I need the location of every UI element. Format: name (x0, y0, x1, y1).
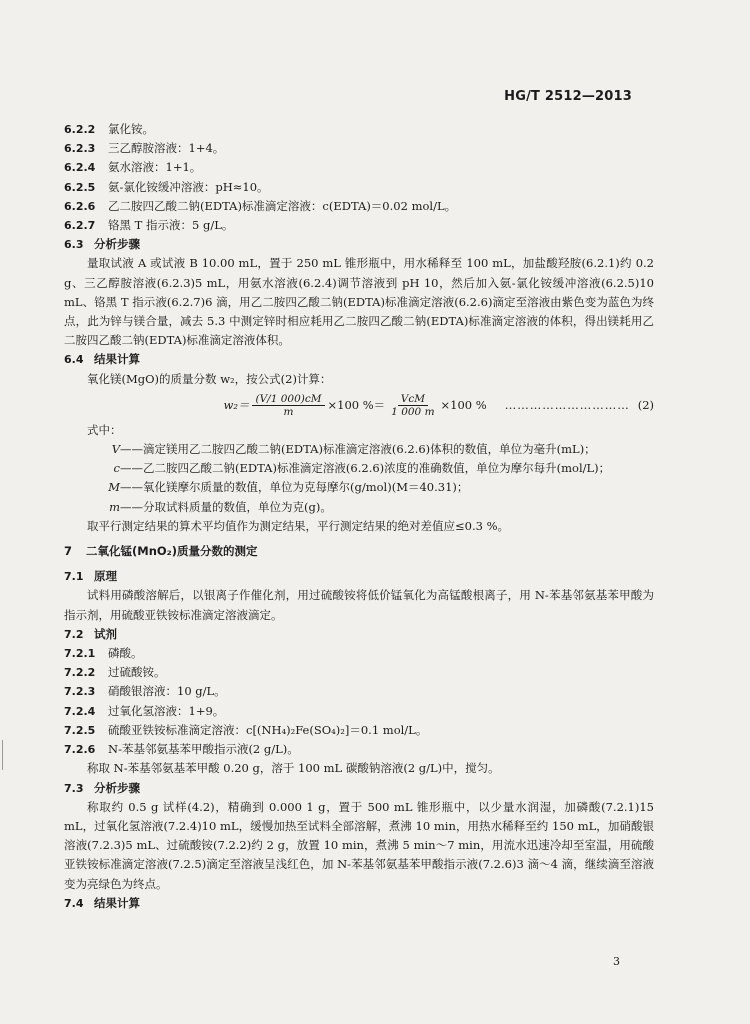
result-rule-text: 取平行测定结果的算术平均值作为测定结果，平行测定结果的绝对差值应≤0.3 %。 (87, 518, 510, 533)
formula-2 (64, 391, 654, 421)
binding-edge-mark (2, 740, 9, 770)
section-heading-6-3: 6.3 分析步骤 (64, 237, 140, 252)
definition-item: M ——氧化镁摩尔质量的数值，单位为克每摩尔(g/mol)(M＝40.31)； (108, 480, 469, 495)
list-item: 6.2.5 氨-氯化铵缓冲溶液：pH≈10。 (64, 179, 269, 194)
list-item: 6.2.2 氯化铵。 (64, 122, 154, 136)
page-number: 3 (613, 955, 620, 968)
formula-fraction-1: $\frac{(V/1 000)cM}{m}$ (252, 393, 324, 418)
list-item: 7.2.2 过硫酸铵。 (64, 665, 166, 680)
section-heading-7-1: 7.1 原理 (64, 569, 117, 584)
formula-mid: ×100 %＝ (327, 398, 386, 413)
indicator-prep-note: 称取 N-苯基邻氨基苯甲酸 0.20 g，溶于 100 mL 碳酸钠溶液(2 g/L)中，搅匀。 (87, 761, 500, 776)
reagent-list-7-2 (64, 644, 654, 759)
list-item: 7.2.4 过氧化氢溶液：1+9。 (64, 703, 225, 718)
list-item: 7.2.6 N-苯基邻氨基苯甲酸指示液(2 g/L)。 (64, 742, 299, 757)
section-heading-7-4: 7.4 结果计算 (64, 895, 140, 910)
list-item: 7.2.3 硝酸银溶液：10 g/L。 (64, 684, 226, 699)
list-item: 7.2.5 硫酸亚铁铵标准滴定溶液：c[(NH₄)₂Fe(SO₄)₂]＝0.1 mol/L。 (64, 722, 428, 737)
equation-number: (2) (637, 398, 654, 413)
where-label: 式中： (87, 422, 122, 437)
list-item: 6.2.7 铬黑 T 指示液：5 g/L。 (64, 218, 234, 233)
analysis-procedure-text: 量取试液 A 或试液 B 10.00 mL，置于 250 mL 锥形瓶中，用水稀释至 100 mL，加盐酸羟胺(6.2.1)约 0.2 g、三乙醇胺溶液(6.2.3)5 mL，用氨水溶液(6.2.4)调节溶液到 pH 10，然后加入氨-氯化铵缓冲溶液(6.2.5)10 mL、铬黑 T 指示液(6.2.7)6 滴，用乙二胺四乙酸二钠(EDTA)标准滴定溶液(6.2.6)滴定至溶液由紫色变为蓝色为终点，此为锌与镁合量，减去 5.3 中测定锌时相应耗用乙二胺四乙酸二钠(EDTA)标准滴定溶液的体积，得出镁耗用乙二胺四乙酸二钠(EDTA)标准滴定溶液体积。 (64, 256, 654, 348)
principle-text: 试料用磷酸溶解后，以银离子作催化剂，用过硫酸铵将低价锰氧化为高锰酸根离子，用 N-苯基邻氨基苯甲酸为指示剂，用硫酸亚铁铵标准滴定溶液滴定。 (64, 588, 654, 622)
formula-intro: 氧化镁(MgO)的质量分数 w₂，按公式(2)计算： (87, 371, 332, 386)
list-item: 6.2.6 乙二胺四乙酸二钠(EDTA)标准滴定溶液：c(EDTA)＝0.02 mol/L。 (64, 198, 457, 213)
section-heading-7-3: 7.3 分析步骤 (64, 780, 140, 795)
formula-lhs: w₂＝ (223, 398, 250, 413)
symbol-definitions (64, 440, 654, 517)
analysis-procedure-text-7-3: 称取约 0.5 g 试样(4.2)，精确到 0.000 1 g，置于 500 mL 锥形瓶中，以少量水润湿，加磷酸(7.2.1)15 mL，过氧化氢溶液(7.2.4)10 mL，缓慢加热至试料全部溶解，煮沸 10 min，用热水稀释至约 150 mL，加硝酸银溶液(7.2.3)5 mL、过硫酸铵(7.2.2)约 2 g，放置 10 min，煮沸 5 min～7 min，用流水迅速冷却至室温，用硫酸亚铁铵标准滴定溶液(7.2.5)滴定至溶液呈浅红色，加 N-苯基邻氨基苯甲酸指示液(7.2.6)3 滴～4 滴，继续滴至溶液变为亮绿色为终点。 (64, 799, 654, 891)
list-item: 7.2.1 磷酸。 (64, 646, 143, 661)
section-heading-7: 7 二氧化锰(MnO₂)质量分数的测定 (64, 544, 258, 559)
definition-item: m ——分取试料质量的数值，单位为克(g)。 (109, 499, 332, 514)
definition-item: V ——滴定镁用乙二胺四乙酸二钠(EDTA)标准滴定溶液(6.2.6)体积的数值，单位为毫升(mL)； (111, 442, 596, 457)
list-item: 6.2.3 三乙醇胺溶液：1+4。 (64, 141, 225, 156)
definition-item: c ——乙二胺四乙酸二钠(EDTA)标准滴定溶液(6.2.6)浓度的准确数值，单位为摩尔每升(mol/L)； (113, 461, 611, 476)
formula-fraction-2: $\frac{\text{VcM}}{1 000 m}$ (391, 393, 435, 419)
reagent-list-6-2 (64, 120, 654, 235)
section-heading-7-2: 7.2 试剂 (64, 626, 117, 641)
formula-tail: ×100 % (440, 398, 487, 413)
formula-leader-dots: ………………………… (504, 398, 630, 413)
standard-code: HG/T 2512—2013 (504, 89, 632, 104)
page-content (64, 120, 654, 913)
list-item: 6.2.4 氨水溶液：1+1。 (64, 160, 202, 175)
section-heading-6-4: 6.4 结果计算 (64, 352, 140, 367)
